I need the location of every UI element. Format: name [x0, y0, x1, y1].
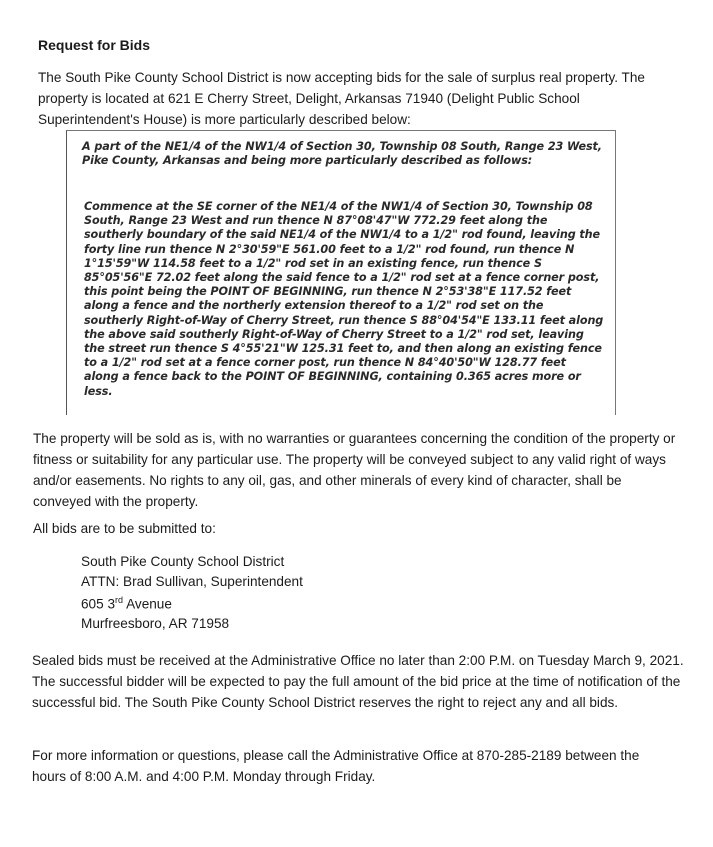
sealed-bids-paragraph: Sealed bids must be received at the Administrative Office no later than 2:00 P.M. on Tuesday March 9, 2021. The successful bidder will be expected to pay the full amount of the bid price at the time of notification of the successful bid. The South Pike County School District reserves the right to reject any and all bids.	[32, 653, 684, 710]
address-street-name: Avenue	[123, 596, 172, 612]
address-line-2: ATTN: Brad Sullivan, Superintendent	[81, 573, 303, 589]
legal-description-preamble: A part of the NE1/4 of the NW1/4 of Section 30, Township 08 South, Range 23 West, Pike County, Arkansas and being more particularly described as follows:	[82, 140, 602, 168]
page-title: Request for Bids	[38, 37, 151, 53]
legal-description-body: Commence at the SE corner of the NE1/4 of the NW1/4 of Section 30, Township 08 South, Range 23 West and run thence N 87°08'47"W 772.29 feet along the southerly boundary of the said NE1/4 of the NW1/4 to a 1/2" rod found, leaving the forty line run thence N 2°30'59"E 561.00 feet to a 1/2" rod found, run thence N 1°15'59"W 114.58 feet to a 1/2" rod set in an existing fence, run thence S 85°05'56"E 72.02 feet along the said fence to a 1/2" rod set at a fence corner post, this point being the POINT OF BEGINNING, run thence N 2°53'38"E 117.52 feet along a fence and the northerly extension thereof to a 1/2" rod set on the southerly Right-of-Way of Cherry Street, run thence S 88°04'54"E 133.11 feet along the above said southerly Right-of-Way of Cherry Street to a 1/2" rod set, leaving the street run thence S 4°55'21"W 125.31 feet to, and then along an existing fence to a 1/2" rod set at a fence corner post, run thence N 84°40'50"W 128.77 feet along a fence back to the POINT OF BEGINNING, containing 0.365 acres more or less.	[84, 200, 604, 398]
intro-paragraph: The South Pike County School District is now accepting bids for the sale of surplus real property. The property is located at 621 E Cherry Street, Delight, Arkansas 71940 (Delight Public School Superintendent's House) is more particularly described below:	[38, 70, 645, 127]
as-is-paragraph: The property will be sold as is, with no warranties or guarantees concerning the condition of the property or fitness or suitability for any particular use. The property will be conveyed subject to any valid right of ways and/or easements. No rights to any oil, gas, and other minerals of every kind of character, shall be conveyed with the property.	[33, 431, 676, 509]
submit-to-line: All bids are to be submitted to:	[33, 521, 216, 536]
mailing-address	[81, 552, 303, 634]
contact-info-paragraph: For more information or questions, please call the Administrative Office at 870-285-2189 between the hours of 8:00 A.M. and 4:00 P.M. Monday through Friday.	[32, 748, 640, 784]
address-line-1: South Pike County School District	[81, 554, 285, 569]
address-street-number: 605 3	[81, 596, 116, 612]
address-line-4: Murfreesboro, AR 71958	[81, 616, 230, 632]
address-ordinal-suffix: rd	[115, 595, 124, 605]
address-line-3	[81, 591, 303, 614]
